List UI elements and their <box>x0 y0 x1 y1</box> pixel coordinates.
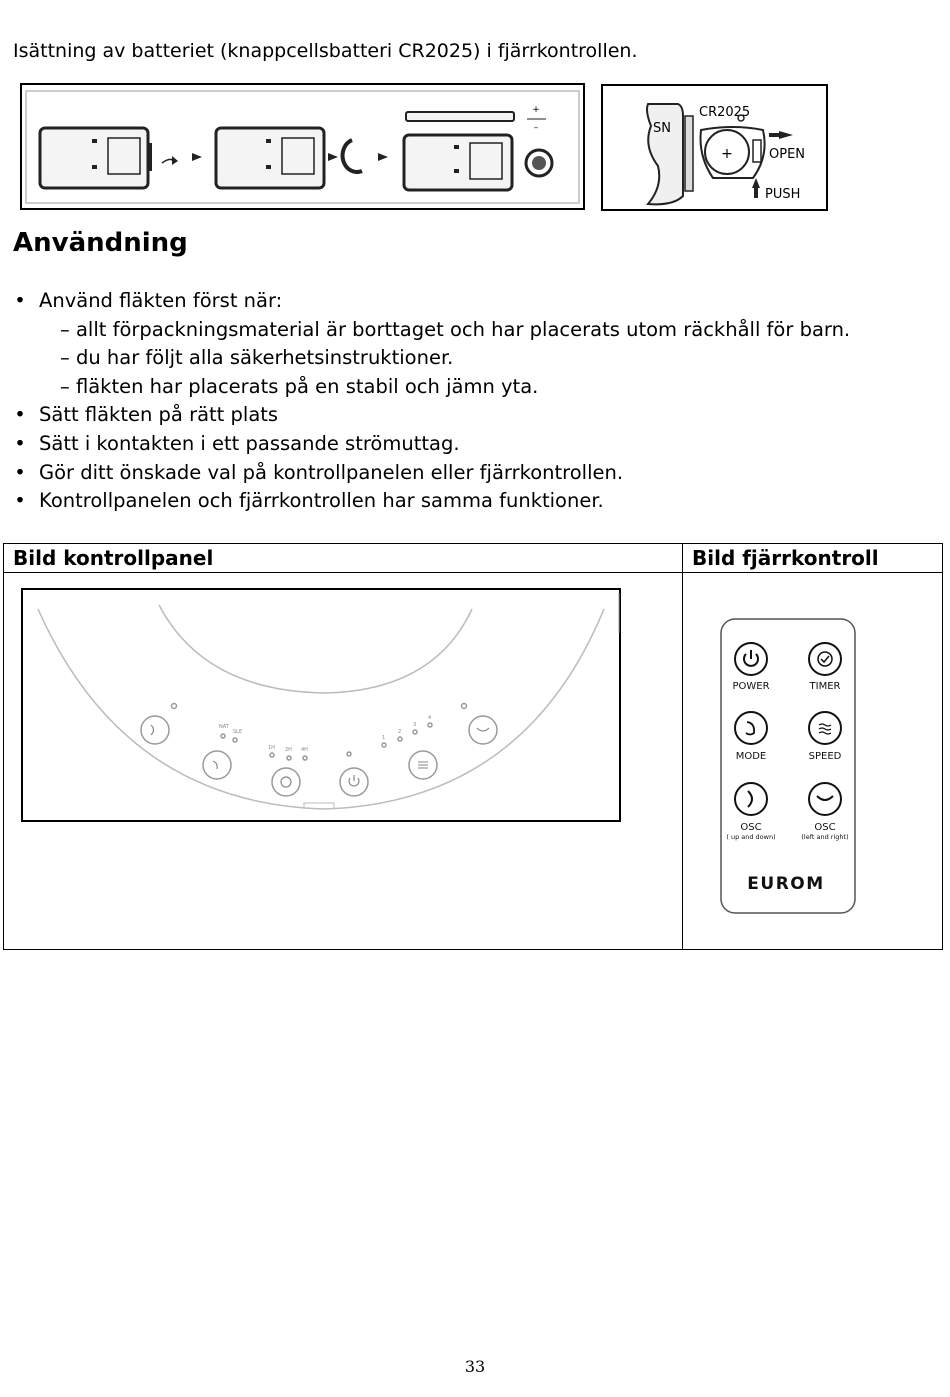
svg-text:TIMER: TIMER <box>809 681 841 692</box>
svg-text:2H: 2H <box>285 747 292 753</box>
battery-tray-icon <box>343 140 362 172</box>
svg-text:POWER: POWER <box>732 681 770 692</box>
svg-text:3: 3 <box>413 722 417 728</box>
cr2025-label: CR2025 <box>699 105 751 120</box>
battery-steps-figure <box>20 83 585 210</box>
list-item: • Använd fläkten först när: – allt förpackningsmaterial är borttaget och har placerats utom räckhåll för barn. – du har följt alla säkerhetsinstruktioner. – fläkten har placerats på en stabil och jämn yta. <box>13 287 943 401</box>
sub-item: – allt förpackningsmaterial är borttaget och har placerats utom räckhåll för barn. <box>60 317 851 341</box>
control-panel-image <box>4 573 682 945</box>
cell-plus-label: + <box>721 146 733 162</box>
svg-text:2: 2 <box>398 729 402 735</box>
page-number: 33 <box>464 1357 486 1376</box>
remote-tray-out-icon <box>216 128 324 188</box>
list-item: • Gör ditt önskade val på kontrollpanelen eller fjärrkontrollen. <box>14 460 624 484</box>
section-heading: Användning <box>13 228 188 258</box>
svg-text:( up and down): ( up and down) <box>726 833 776 841</box>
eurom-logo: EUROM <box>747 874 825 894</box>
remote-with-tray-icon <box>404 135 552 190</box>
control-panel-cell <box>4 573 683 950</box>
sub-item: – du har följt alla säkerhetsinstruktioner. <box>60 346 454 370</box>
svg-text:OSC: OSC <box>740 822 762 833</box>
svg-text:1H: 1H <box>268 745 275 751</box>
svg-text:–: – <box>533 123 539 133</box>
sub-item: – fläkten har placerats på en stabil och jämn yta. <box>60 374 539 398</box>
svg-text:4H: 4H <box>301 747 308 753</box>
svg-text:(left and right): (left and right) <box>801 833 849 841</box>
image-table <box>3 543 943 950</box>
svg-text:4: 4 <box>428 715 432 721</box>
list-item: • Kontrollpanelen och fjärrkontrollen har samma funktioner. <box>14 489 604 513</box>
table-header-remote: Bild fjärrkontroll <box>683 544 943 573</box>
svg-text:1: 1 <box>382 735 386 741</box>
table-header-control-panel: Bild kontrollpanel <box>4 544 683 573</box>
svg-text:SPEED: SPEED <box>808 751 842 762</box>
remote-image <box>683 573 942 945</box>
remote-cell <box>683 573 943 950</box>
battery-tray-figure <box>601 84 828 211</box>
list-item: • Sätt i kontakten i ett passande strömuttag. <box>14 431 460 455</box>
svg-text:MODE: MODE <box>735 751 767 762</box>
svg-text:NAT: NAT <box>219 724 229 730</box>
svg-text:SLE: SLE <box>233 729 243 735</box>
sn-label: SN <box>653 121 671 136</box>
remote-back-icon <box>40 128 152 188</box>
list-item: • Sätt fläkten på rätt plats <box>14 403 279 427</box>
push-label: PUSH <box>765 187 801 202</box>
usage-list <box>13 287 943 516</box>
svg-text:OSC: OSC <box>814 822 836 833</box>
intro-text: Isättning av batteriet (knappcellsbatteri CR2025) i fjärrkontrollen. <box>13 40 638 62</box>
battery-cell-icon <box>406 105 546 133</box>
open-label: OPEN <box>769 147 806 162</box>
svg-text:+: + <box>532 105 540 115</box>
